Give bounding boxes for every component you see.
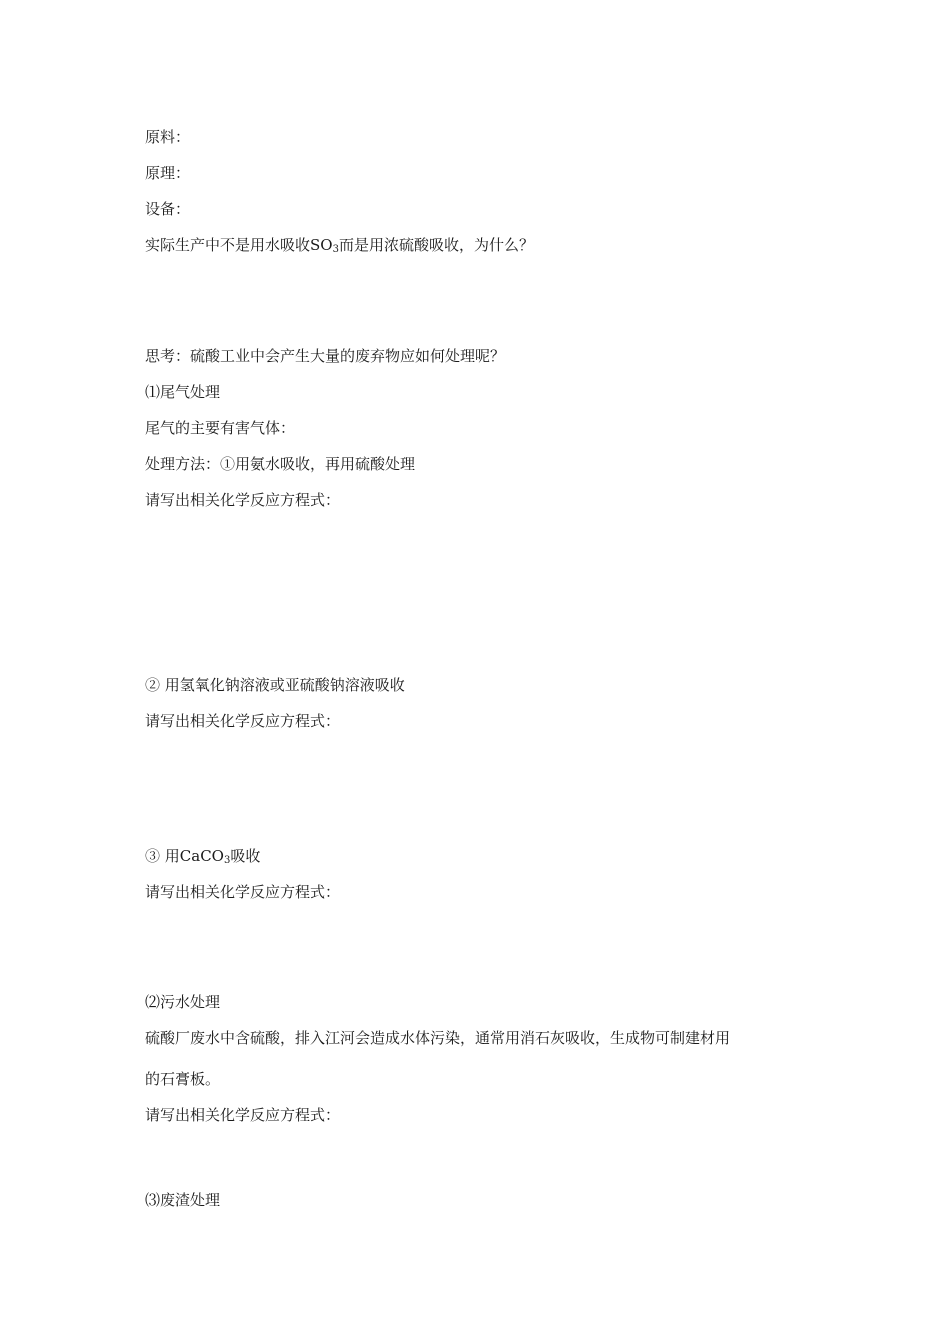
harmful-gas-label: 尾气的主要有害气体：	[145, 419, 296, 437]
equation-prompt-3: 请写出相关化学反应方程式：	[145, 883, 341, 901]
equipment-label: 设备：	[145, 200, 191, 218]
wastewater-description-cont: 的石膏板。	[145, 1070, 221, 1088]
so3-question-text: 实际生产中不是用水吸收SO	[145, 236, 333, 254]
so3-subscript: 3	[332, 244, 339, 255]
caco3-text-end: 吸收	[230, 847, 261, 865]
raw-materials-label: 原料：	[145, 128, 191, 146]
caco3-text: ③ 用CaCO	[145, 847, 224, 865]
caco3-subscript: 3	[223, 855, 231, 866]
treatment-method-3	[145, 846, 260, 866]
so3-absorption-question	[145, 235, 534, 255]
slag-heading: ⑶废渣处理	[145, 1191, 221, 1209]
principle-label: 原理：	[145, 164, 191, 182]
equation-prompt-4: 请写出相关化学反应方程式：	[145, 1106, 341, 1124]
wastewater-heading: ⑵污水处理	[145, 993, 221, 1011]
wastewater-description: 硫酸厂废水中含硫酸，排入江河会造成水体污染，通常用消石灰吸收，生成物可制建材用	[145, 1029, 731, 1047]
so3-question-text-end: 而是用浓硫酸吸收，为什么？	[338, 236, 534, 254]
treatment-method-1: 处理方法：①用氨水吸收，再用硫酸处理	[145, 455, 416, 473]
treatment-method-2: ② 用氢氧化钠溶液或亚硫酸钠溶液吸收	[145, 676, 405, 694]
equation-prompt-1: 请写出相关化学反应方程式：	[145, 491, 341, 509]
tail-gas-heading: ⑴尾气处理	[145, 383, 221, 401]
equation-prompt-2: 请写出相关化学反应方程式：	[145, 712, 341, 730]
waste-question: 思考：硫酸工业中会产生大量的废弃物应如何处理呢？	[145, 347, 506, 365]
